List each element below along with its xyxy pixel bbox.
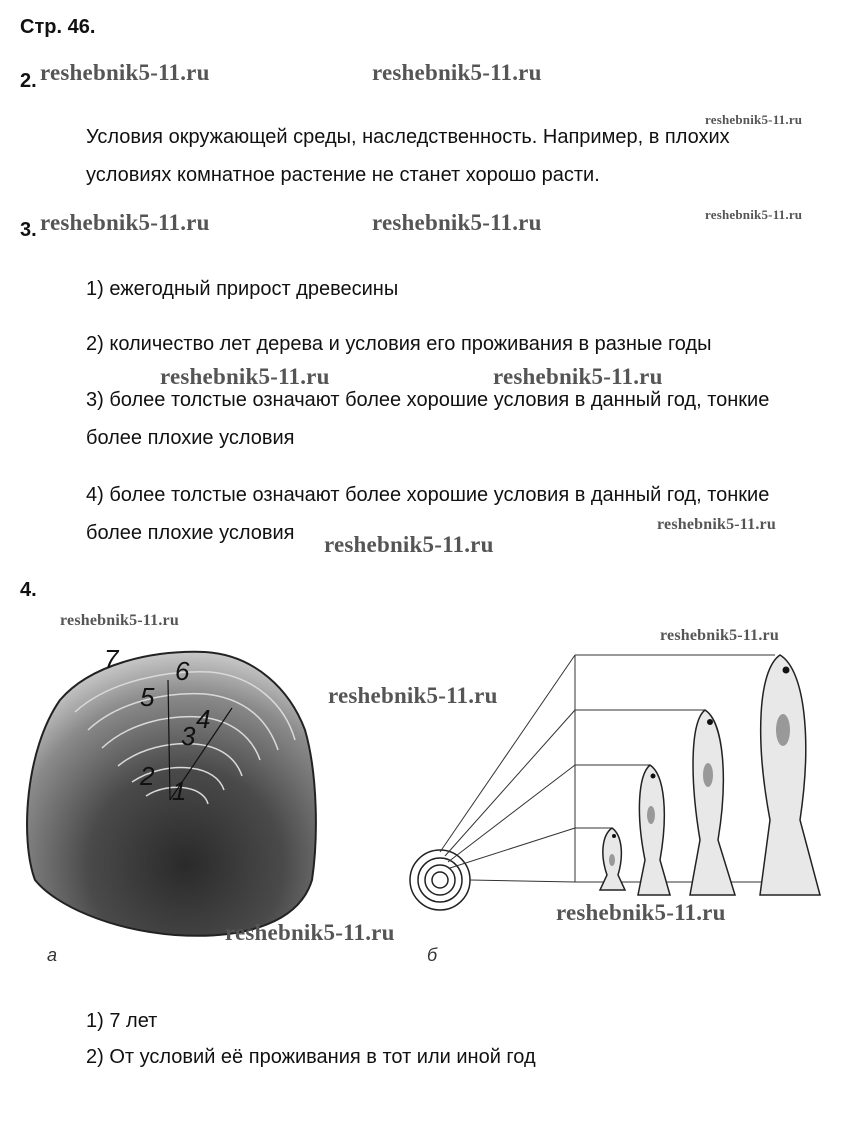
ring-mark-7: 7 — [104, 644, 119, 674]
ring-mark-1: 1 — [172, 776, 187, 806]
watermark: reshebnik5-11.ru — [493, 364, 663, 389]
watermark: reshebnik5-11.ru — [225, 920, 395, 945]
task-4-answer-2: 2) От условий её проживания в тот или иной год — [86, 1046, 536, 1068]
watermark: reshebnik5-11.ru — [160, 364, 330, 389]
task-2-number: 2. — [20, 70, 37, 92]
ring-mark-5: 5 — [140, 682, 155, 712]
fish-3 — [690, 710, 735, 895]
watermark: reshebnik5-11.ru — [40, 210, 210, 235]
watermark: reshebnik5-11.ru — [372, 210, 542, 235]
page-title: Стр. 46. — [20, 16, 96, 38]
ring-mark-2: 2 — [140, 761, 155, 791]
watermark: reshebnik5-11.ru — [705, 112, 803, 127]
fish-4 — [760, 655, 820, 895]
task-3-answer-4: 4) более толстые означают более хорошие условия в данный год, тонкие — [86, 484, 770, 506]
task-4-number: 4. — [20, 579, 37, 601]
task-3-answer-2: 2) количество лет дерева и условия его проживания в разные годы — [86, 333, 712, 355]
task-3-answer-1: 1) ежегодный прирост древесины — [86, 278, 399, 300]
task-2-line-2: условиях комнатное растение не станет хорошо расти. — [86, 164, 600, 186]
scale-rings — [410, 850, 470, 910]
watermark: reshebnik5-11.ru — [372, 60, 542, 85]
ring-mark-3: 3 — [181, 721, 196, 751]
task-3-answer-3: 3) более толстые означают более хорошие условия в данный год, тонкие — [86, 389, 770, 411]
watermark: reshebnik5-11.ru — [324, 532, 494, 557]
watermark: reshebnik5-11.ru — [705, 207, 803, 222]
ring-mark-4: 4 — [196, 704, 211, 734]
task-3-answer-3-cont: более плохие условия — [86, 427, 295, 449]
fish-2 — [638, 765, 670, 895]
watermark: reshebnik5-11.ru — [657, 516, 776, 533]
watermark: reshebnik5-11.ru — [556, 900, 726, 925]
watermark: reshebnik5-11.ru — [660, 627, 779, 644]
watermark: reshebnik5-11.ru — [60, 612, 179, 629]
figure-b-caption: б — [427, 945, 438, 965]
task-3-answer-4-cont: более плохие условия — [86, 522, 295, 544]
figure-a-caption: а — [47, 945, 58, 965]
task-3-number: 3. — [20, 219, 37, 241]
watermark: reshebnik5-11.ru — [40, 60, 210, 85]
task-4-answer-1: 1) 7 лет — [86, 1010, 158, 1032]
task-2-line-1: Условия окружающей среды, наследственность. Например, в плохих — [86, 126, 730, 148]
watermark: reshebnik5-11.ru — [328, 683, 498, 708]
ring-mark-6: 6 — [175, 656, 190, 686]
